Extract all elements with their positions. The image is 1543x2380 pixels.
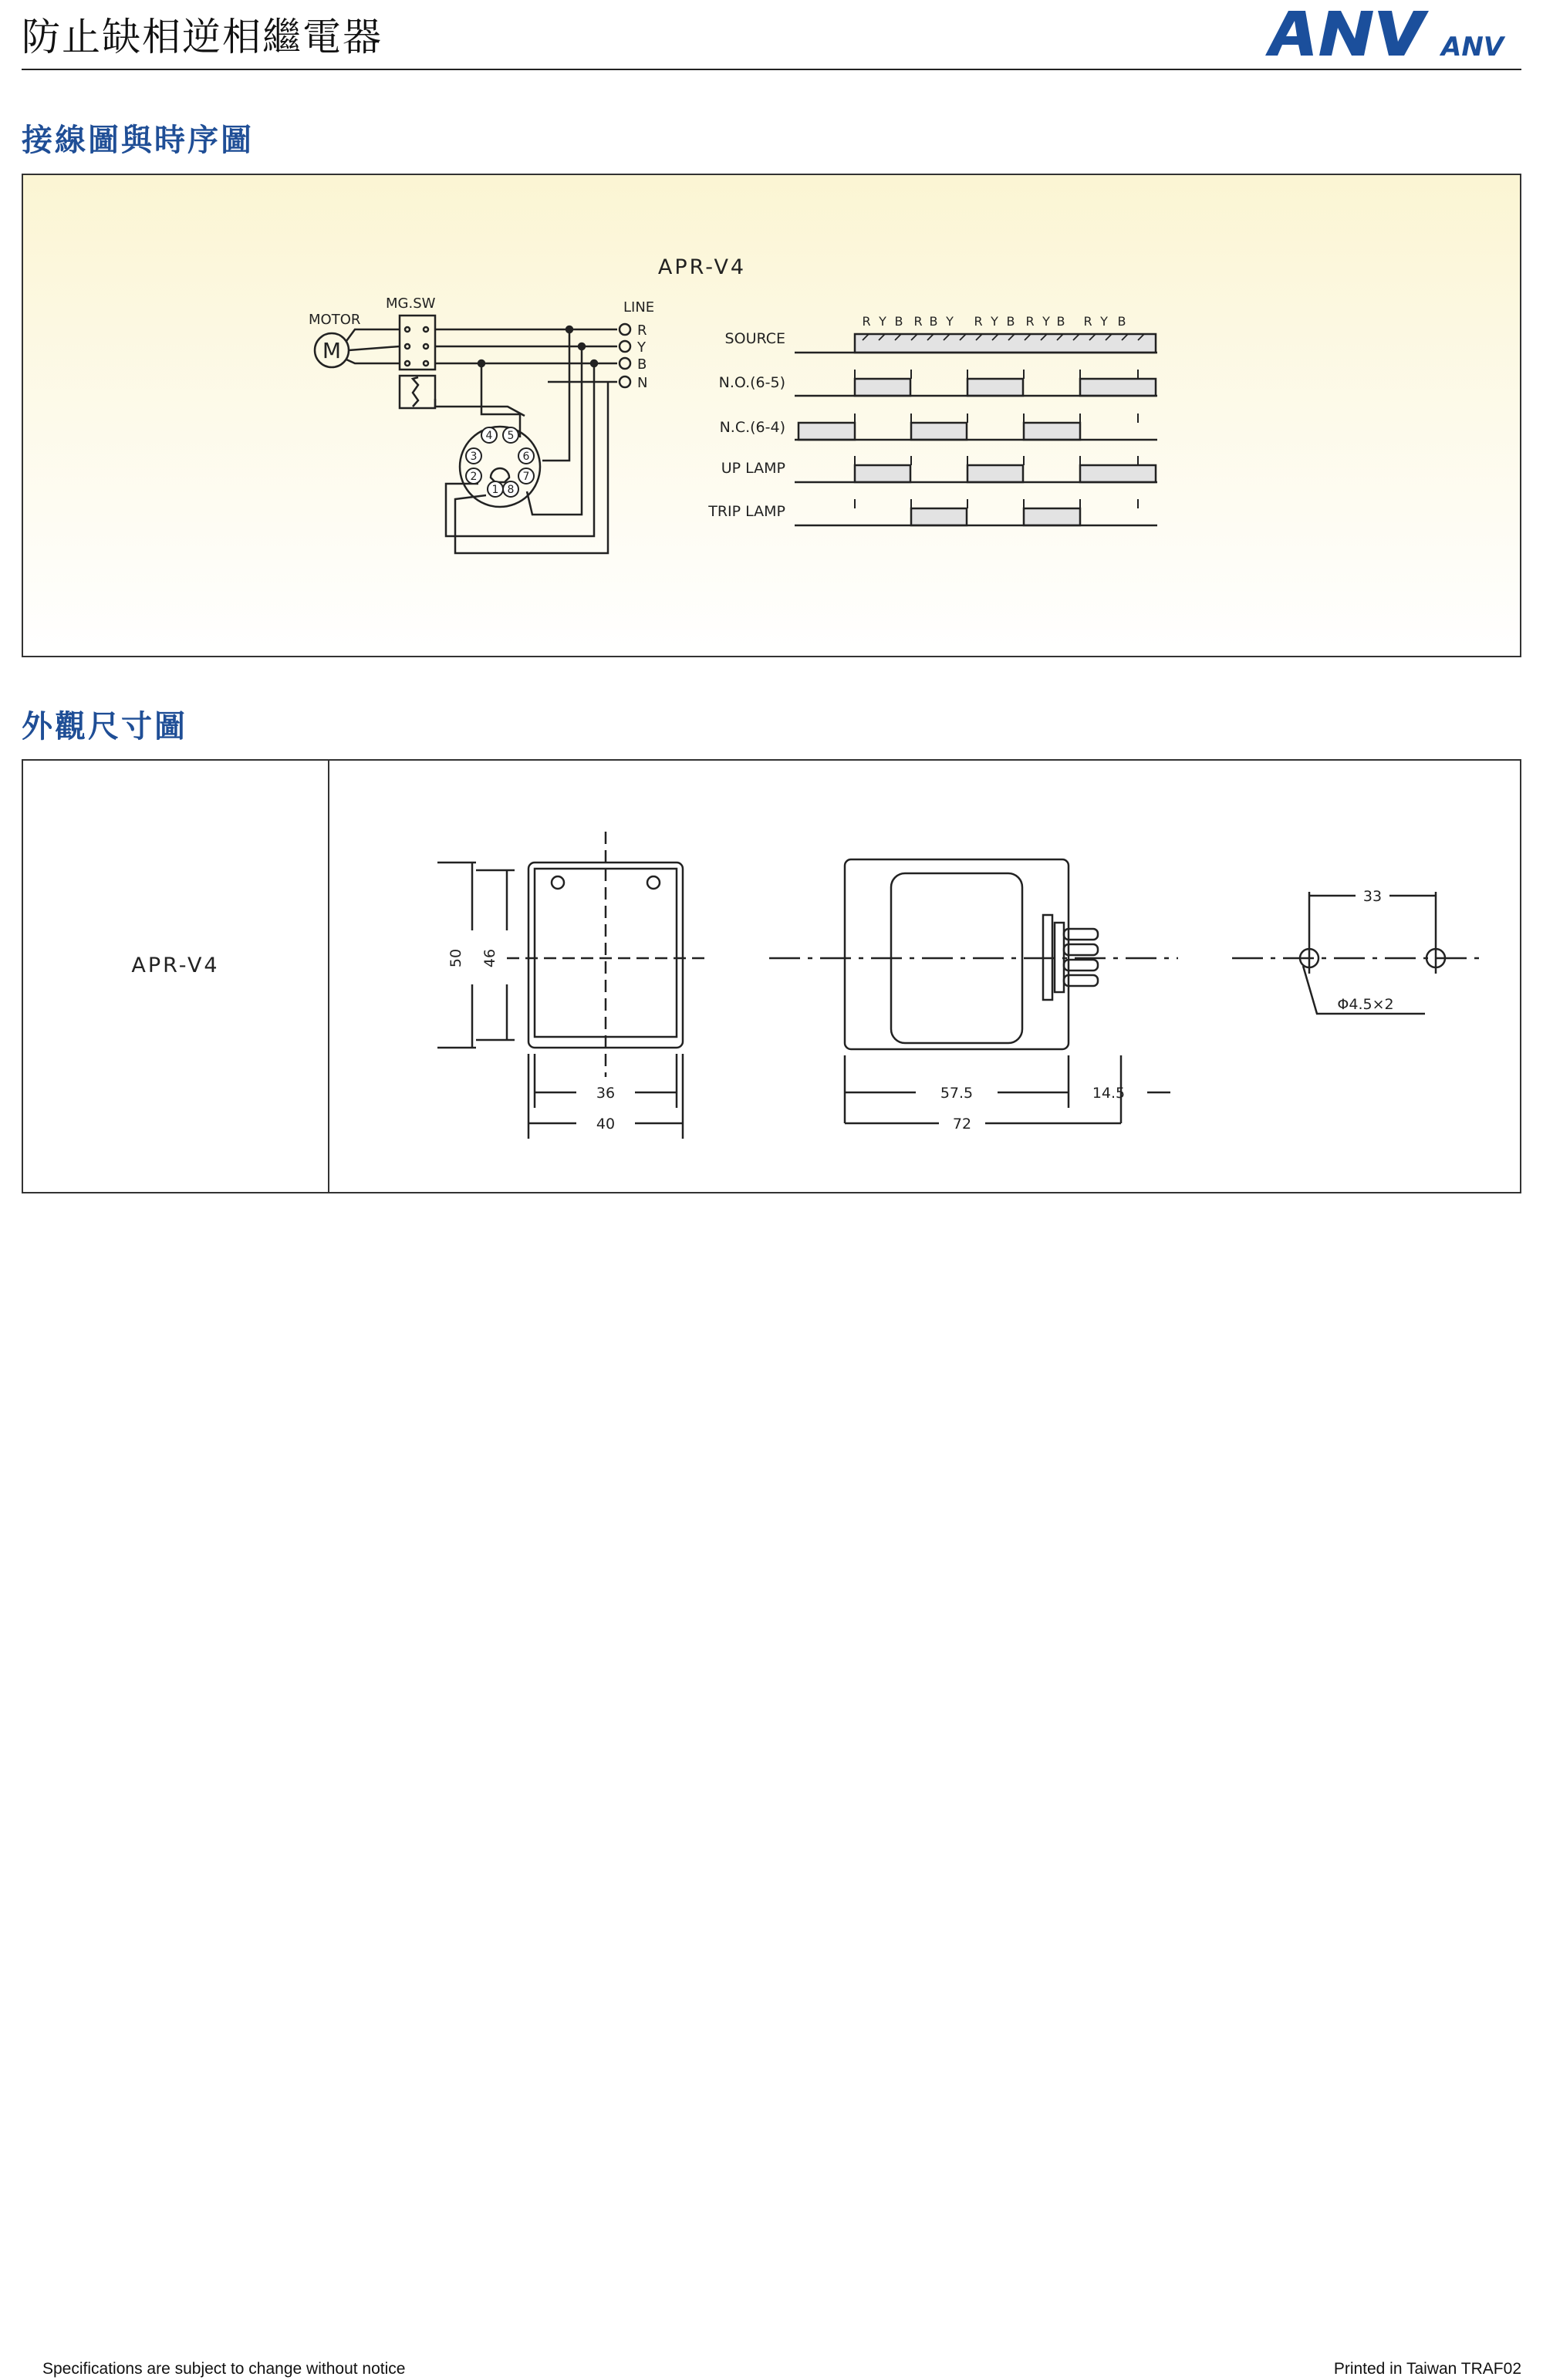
phase-label: Y	[946, 314, 954, 329]
nc-pulse	[799, 423, 855, 440]
side-outline	[845, 859, 1069, 1049]
no-pulse	[1080, 379, 1156, 396]
nc-pulse	[911, 423, 967, 440]
timing-phase-labels	[862, 314, 1126, 329]
timing-row-nc: N.C.(6-4)	[719, 419, 785, 436]
phase-label: Y	[879, 314, 886, 329]
pin-label: 8	[507, 484, 515, 496]
wiring-diagram	[23, 175, 1520, 656]
timing-pulses	[799, 334, 1156, 525]
dim-inner-height: 46	[481, 948, 498, 968]
phase-label: B	[1006, 314, 1015, 329]
phase-label: B	[1117, 314, 1126, 329]
dimension-model-label: APR-V4	[131, 954, 220, 977]
dim-total-length: 72	[952, 1116, 972, 1133]
phase-label: B	[929, 314, 938, 329]
contact-dot	[405, 344, 410, 349]
mg-switch-coil	[400, 376, 435, 408]
source-band	[855, 334, 1156, 353]
contact-dot	[405, 327, 410, 332]
phase-label: R	[913, 314, 923, 329]
pin-label: 5	[507, 430, 515, 442]
up-lamp-pulse	[855, 465, 910, 482]
dim-outer-height: 50	[447, 948, 464, 968]
line-label-n: N	[637, 375, 648, 391]
front-hole-left	[552, 876, 564, 889]
section-title-dimensions: 外觀尺寸圖	[22, 709, 187, 744]
phase-label: Y	[1042, 314, 1050, 329]
line-label: LINE	[623, 299, 655, 316]
phase-label: R	[1025, 314, 1035, 329]
mount-dim-labels	[1337, 888, 1393, 1013]
terminal-r	[620, 324, 630, 335]
wiring-schematic	[309, 295, 654, 553]
timing-row-source: SOURCE	[724, 330, 785, 347]
dim-pin-length: 14.5	[1092, 1085, 1126, 1102]
coil-zigzag	[413, 377, 418, 407]
phase-label: R	[974, 314, 983, 329]
dim-body-length: 57.5	[940, 1085, 974, 1102]
contact-dot	[424, 361, 428, 366]
terminal-b	[620, 358, 630, 369]
dim-inner-width: 36	[596, 1085, 616, 1102]
up-lamp-pulse	[967, 465, 1023, 482]
dimension-panel	[22, 759, 1521, 1193]
page-title: 防止缺相逆相繼電器	[22, 15, 383, 59]
wire	[455, 382, 608, 553]
phase-label: Y	[1100, 314, 1108, 329]
logo-mark	[1265, 11, 1429, 56]
phase-label: Y	[991, 314, 998, 329]
brand-logo	[1265, 8, 1520, 62]
dimension-drawing	[329, 761, 1520, 1192]
pin-label: 7	[522, 471, 530, 483]
line-label-y: Y	[637, 339, 646, 356]
wire	[435, 399, 525, 416]
line-label-b: B	[637, 356, 647, 373]
contact-dot	[424, 327, 428, 332]
title-rule	[22, 69, 1521, 70]
dim-outer-width: 40	[596, 1116, 616, 1133]
wire	[349, 346, 400, 350]
timing-row-labels	[707, 330, 785, 520]
contact-dot	[405, 361, 410, 366]
timing-row-trip-lamp: TRIP LAMP	[708, 503, 785, 520]
wiring-panel	[22, 174, 1521, 657]
phase-label: R	[1083, 314, 1092, 329]
pin-label: 6	[522, 451, 530, 463]
pin-label: 2	[470, 471, 478, 483]
timing-chart	[707, 314, 1157, 525]
wire	[542, 329, 569, 461]
dim-hole-size: Φ4.5×2	[1337, 996, 1394, 1013]
dim-mount-spacing: 33	[1362, 888, 1383, 905]
terminal-y	[620, 341, 630, 352]
motor-letter: M	[322, 338, 342, 363]
pin-label: 4	[485, 430, 493, 442]
timing-row-up-lamp: UP LAMP	[721, 460, 785, 477]
contact-dot	[424, 344, 428, 349]
logo-small-text: ANV	[1441, 32, 1504, 62]
phase-label: R	[862, 314, 871, 329]
wire	[346, 329, 400, 341]
front-hole-right	[647, 876, 660, 889]
trip-lamp-pulse	[1024, 508, 1080, 525]
front-view	[437, 832, 706, 1139]
side-view	[769, 859, 1178, 1123]
no-pulse	[855, 379, 910, 396]
line-label-r: R	[637, 322, 647, 339]
pin-label: 3	[470, 451, 478, 463]
nc-pulse	[1024, 423, 1080, 440]
terminal-n	[620, 376, 630, 387]
section-title-wiring: 接線圖與時序圖	[22, 123, 254, 158]
pin-label: 1	[491, 484, 499, 496]
switch-label: MG.SW	[386, 295, 436, 312]
trip-lamp-pulse	[911, 508, 967, 525]
footer-disclaimer: Specifications are subject to change without notice	[42, 2360, 406, 2378]
footer-print-info: Printed in Taiwan TRAF02	[1333, 2360, 1521, 2378]
phase-label: B	[894, 314, 903, 329]
up-lamp-pulse	[1080, 465, 1156, 482]
timing-row-no: N.O.(6-5)	[718, 374, 785, 391]
wire	[527, 346, 582, 515]
phase-label: B	[1056, 314, 1065, 329]
socket-key	[491, 468, 509, 482]
wiring-model-label: APR-V4	[657, 255, 747, 279]
wire	[346, 360, 400, 363]
motor-label: MOTOR	[309, 312, 361, 328]
no-pulse	[967, 379, 1023, 396]
